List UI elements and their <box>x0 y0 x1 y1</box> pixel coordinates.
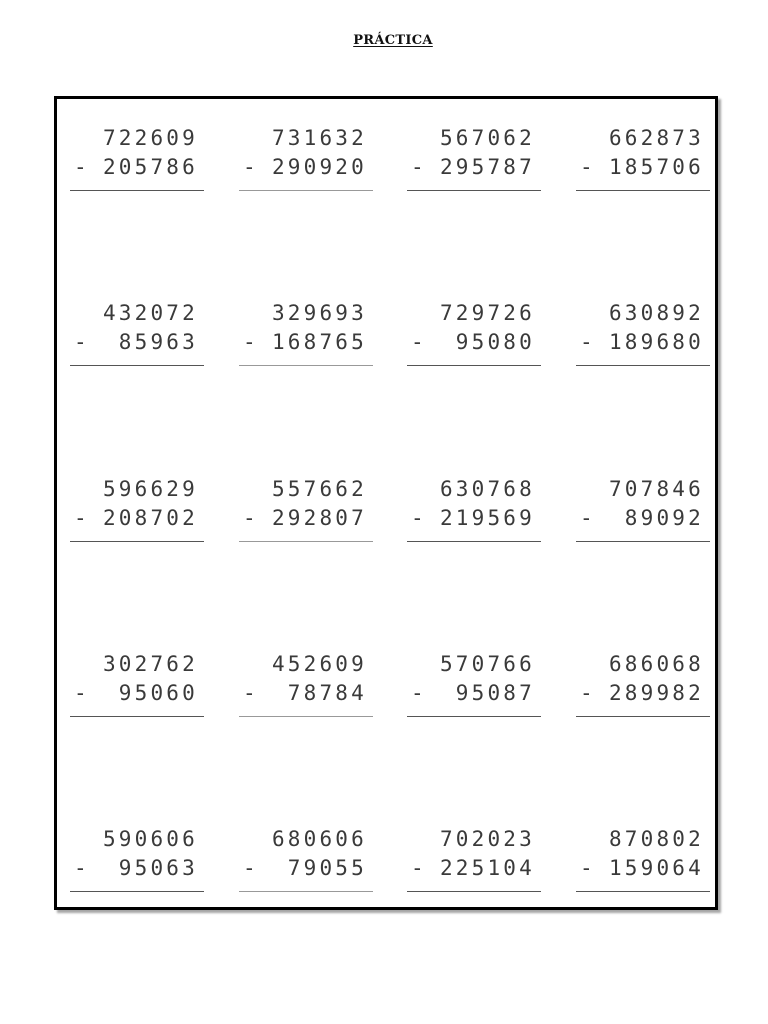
subtraction-problem <box>407 828 541 898</box>
minuend: 680606 <box>271 827 367 851</box>
minuend: 567062 <box>439 126 535 150</box>
answer-line <box>407 190 541 191</box>
subtrahend: 95080 <box>455 330 535 354</box>
subtrahend: 289982 <box>608 681 704 705</box>
minus-sign: - <box>243 856 259 880</box>
subtrahend: 189680 <box>608 330 704 354</box>
subtrahend-row <box>411 682 535 704</box>
subtraction-grid <box>57 99 715 907</box>
answer-line <box>407 891 541 892</box>
subtraction-problem <box>70 127 204 197</box>
subtrahend: 95063 <box>118 856 198 880</box>
subtrahend: 292807 <box>271 506 367 530</box>
minus-sign: - <box>580 330 596 354</box>
subtrahend: 290920 <box>271 155 367 179</box>
subtrahend: 95087 <box>455 681 535 705</box>
answer-line <box>239 190 373 191</box>
page-title: PRÁCTICA <box>353 33 433 48</box>
subtrahend: 208702 <box>102 506 198 530</box>
answer-line <box>576 716 710 717</box>
answer-line <box>70 541 204 542</box>
minuend: 570766 <box>439 652 535 676</box>
subtraction-problem <box>70 828 204 898</box>
minus-sign: - <box>580 856 596 880</box>
subtraction-problem <box>407 653 541 723</box>
subtrahend: 168765 <box>271 330 367 354</box>
minus-sign: - <box>411 506 427 530</box>
subtraction-problem <box>407 127 541 197</box>
minuend: 729726 <box>439 301 535 325</box>
minuend: 329693 <box>271 301 367 325</box>
minus-sign: - <box>243 506 259 530</box>
subtrahend-row <box>74 682 198 704</box>
subtrahend-row <box>411 156 535 178</box>
subtrahend: 89092 <box>624 506 704 530</box>
subtrahend-row <box>243 682 367 704</box>
subtraction-problem <box>407 478 541 548</box>
answer-line <box>407 716 541 717</box>
minuend: 702023 <box>439 827 535 851</box>
subtrahend: 79055 <box>287 856 367 880</box>
minuend: 596629 <box>102 477 198 501</box>
minuend: 686068 <box>608 652 704 676</box>
answer-line <box>239 541 373 542</box>
minus-sign: - <box>243 155 259 179</box>
subtraction-problem <box>239 653 373 723</box>
subtraction-problem <box>239 478 373 548</box>
answer-line <box>407 365 541 366</box>
minuend: 630892 <box>608 301 704 325</box>
subtrahend: 159064 <box>608 856 704 880</box>
minus-sign: - <box>411 155 427 179</box>
minus-sign: - <box>243 330 259 354</box>
minuend: 432072 <box>102 301 198 325</box>
minus-sign: - <box>74 681 90 705</box>
minus-sign: - <box>411 330 427 354</box>
subtrahend-row <box>243 331 367 353</box>
answer-line <box>576 541 710 542</box>
answer-line <box>576 891 710 892</box>
worksheet-frame <box>54 96 718 910</box>
subtraction-problem <box>70 478 204 548</box>
minuend: 557662 <box>271 477 367 501</box>
subtrahend: 295787 <box>439 155 535 179</box>
subtrahend-row <box>411 331 535 353</box>
minus-sign: - <box>580 681 596 705</box>
subtrahend-row <box>580 331 704 353</box>
subtrahend-row <box>243 507 367 529</box>
subtrahend-row <box>580 507 704 529</box>
subtrahend: 219569 <box>439 506 535 530</box>
minuend: 870802 <box>608 827 704 851</box>
answer-line <box>576 190 710 191</box>
subtrahend-row <box>580 156 704 178</box>
answer-line <box>70 190 204 191</box>
subtraction-problem <box>576 828 710 898</box>
minuend: 731632 <box>271 126 367 150</box>
subtrahend-row <box>580 682 704 704</box>
minus-sign: - <box>411 681 427 705</box>
subtrahend: 205786 <box>102 155 198 179</box>
answer-line <box>70 716 204 717</box>
minuend: 452609 <box>271 652 367 676</box>
minus-sign: - <box>580 155 596 179</box>
subtrahend-row <box>411 507 535 529</box>
minus-sign: - <box>74 856 90 880</box>
minuend: 662873 <box>608 126 704 150</box>
answer-line <box>239 716 373 717</box>
minus-sign: - <box>74 330 90 354</box>
minuend: 722609 <box>102 126 198 150</box>
minus-sign: - <box>74 155 90 179</box>
subtrahend-row <box>243 156 367 178</box>
subtraction-problem <box>407 302 541 372</box>
subtraction-problem <box>239 828 373 898</box>
answer-line <box>239 365 373 366</box>
subtrahend: 225104 <box>439 856 535 880</box>
subtraction-problem <box>576 478 710 548</box>
answer-line <box>576 365 710 366</box>
subtraction-problem <box>70 302 204 372</box>
subtrahend-row <box>74 507 198 529</box>
subtraction-problem <box>70 653 204 723</box>
minus-sign: - <box>580 506 596 530</box>
answer-line <box>70 891 204 892</box>
answer-line <box>239 891 373 892</box>
subtrahend-row <box>580 857 704 879</box>
subtraction-problem <box>239 302 373 372</box>
minuend: 707846 <box>608 477 704 501</box>
subtrahend-row <box>411 857 535 879</box>
subtrahend-row <box>243 857 367 879</box>
minus-sign: - <box>74 506 90 530</box>
subtrahend: 78784 <box>287 681 367 705</box>
subtraction-problem <box>576 653 710 723</box>
minus-sign: - <box>411 856 427 880</box>
subtraction-problem <box>576 302 710 372</box>
subtrahend: 95060 <box>118 681 198 705</box>
subtrahend-row <box>74 857 198 879</box>
answer-line <box>407 541 541 542</box>
subtraction-problem <box>576 127 710 197</box>
subtraction-problem <box>239 127 373 197</box>
subtrahend-row <box>74 156 198 178</box>
subtrahend: 185706 <box>608 155 704 179</box>
minuend: 590606 <box>102 827 198 851</box>
minuend: 302762 <box>102 652 198 676</box>
subtrahend: 85963 <box>118 330 198 354</box>
subtrahend-row <box>74 331 198 353</box>
answer-line <box>70 365 204 366</box>
minuend: 630768 <box>439 477 535 501</box>
minus-sign: - <box>243 681 259 705</box>
